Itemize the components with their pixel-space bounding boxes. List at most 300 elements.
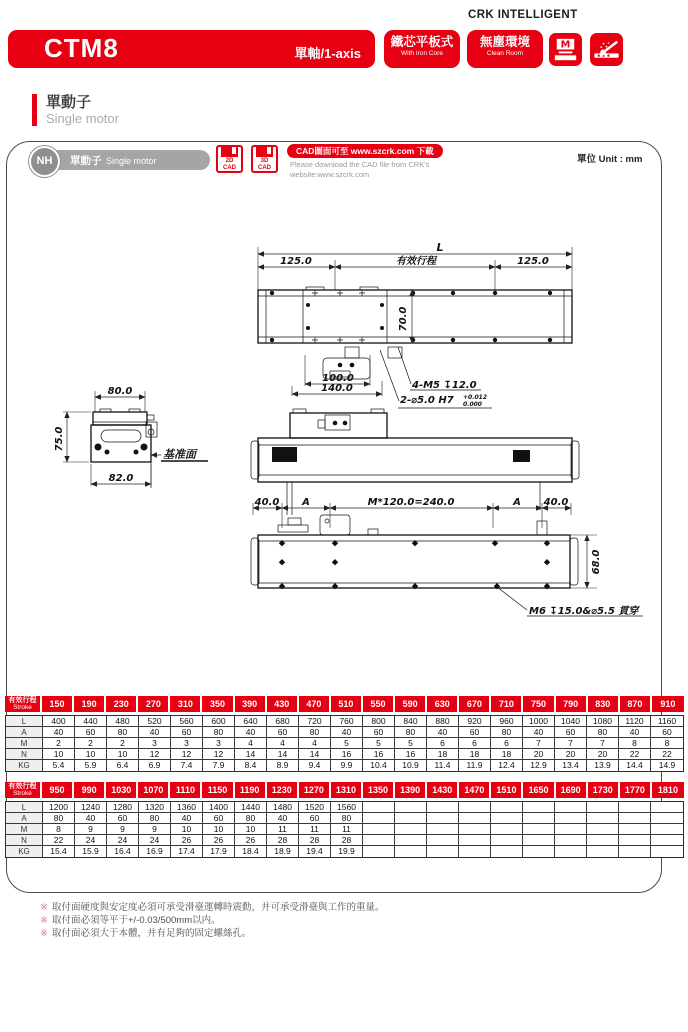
- motor-letter: M: [560, 39, 571, 51]
- dim-A-left: A: [302, 497, 310, 508]
- table-cell: 12: [139, 749, 171, 760]
- table-cell: [459, 813, 491, 824]
- table-cell: 40: [331, 727, 363, 738]
- table-cell: 1040: [555, 716, 587, 727]
- table-cell: 1080: [587, 716, 619, 727]
- stroke-header-cell: [5, 782, 42, 798]
- table-cell: 60: [363, 727, 395, 738]
- stroke-value-cell: 230: [106, 696, 138, 712]
- stroke-table-1: [5, 696, 684, 772]
- variant-tag: NH: [29, 146, 60, 177]
- cad-2d-line1: 2D: [225, 158, 234, 164]
- stroke-value-cell: 1110: [170, 782, 202, 798]
- dim-80: 80.0: [107, 386, 133, 397]
- cad-2d-line2: CAD: [223, 164, 236, 171]
- stroke-value-cell: 910: [652, 696, 684, 712]
- motor-icon: [549, 33, 582, 66]
- table-cell: 60: [107, 813, 139, 824]
- label-datum-plane: 基准面: [163, 448, 196, 461]
- variant-pill: [38, 150, 210, 170]
- table-cell: 40: [43, 727, 75, 738]
- table-cell: [459, 802, 491, 813]
- stroke-value-cell: 750: [523, 696, 555, 712]
- table-cell: 80: [395, 727, 427, 738]
- table-cell: [491, 802, 523, 813]
- stroke-value-cell: 350: [202, 696, 234, 712]
- table-cell: 960: [491, 716, 523, 727]
- stroke-value-cell: 1470: [459, 782, 491, 798]
- table-cell: [459, 846, 491, 857]
- table-cell: [651, 813, 683, 824]
- table-cell: 8: [43, 824, 75, 835]
- table-cell: 8: [619, 738, 651, 749]
- stroke-value-cell: 190: [74, 696, 106, 712]
- table-cell: 11: [299, 824, 331, 835]
- stroke-value-cell: 470: [299, 696, 331, 712]
- table-cell: 22: [651, 749, 683, 760]
- table-cell: [587, 824, 619, 835]
- table-cell: 22: [43, 835, 75, 846]
- table-cell: 8: [651, 738, 683, 749]
- table-cell: 22: [619, 749, 651, 760]
- table-cell: 10: [203, 824, 235, 835]
- table-cell: 11.9: [459, 760, 491, 771]
- table-cell: 5.4: [43, 760, 75, 771]
- dim-70: 70.0: [398, 306, 409, 332]
- stroke-value-cell: 830: [588, 696, 620, 712]
- table-cell: 40: [523, 727, 555, 738]
- dim-125-right: 125.0: [517, 256, 549, 267]
- table-cell: 60: [267, 727, 299, 738]
- table-cell: 6.4: [107, 760, 139, 771]
- stroke-value-cell: 1390: [395, 782, 427, 798]
- dim-75: 75.0: [54, 426, 65, 452]
- cad-3d-line2: CAD: [258, 164, 271, 171]
- table-cell: [491, 846, 523, 857]
- row-label-cell: KG: [6, 760, 43, 771]
- table-cell: [427, 824, 459, 835]
- cad-download-banner: CAD圖面可至 www.szcrk.com 下載: [287, 144, 443, 158]
- stroke-value-cell: 430: [267, 696, 299, 712]
- table-cell: 680: [267, 716, 299, 727]
- table-cell: 1280: [107, 802, 139, 813]
- stroke-value-cell: 1270: [299, 782, 331, 798]
- table-cell: [363, 813, 395, 824]
- dim-68: 68.0: [591, 549, 602, 575]
- table-cell: [395, 835, 427, 846]
- table-cell: 7.4: [171, 760, 203, 771]
- footnote-line: [40, 927, 384, 940]
- stroke-value-cell: 550: [363, 696, 395, 712]
- table-cell: 440: [75, 716, 107, 727]
- table-cell: 3: [171, 738, 203, 749]
- row-label-cell: KG: [6, 846, 43, 857]
- table-cell: 760: [331, 716, 363, 727]
- stroke-value-cell: 630: [427, 696, 459, 712]
- table-cell: 60: [171, 727, 203, 738]
- table-cell: [587, 846, 619, 857]
- floppy-shutter: [221, 147, 238, 157]
- row-label-cell: A: [6, 727, 43, 738]
- stroke-header-en: Stroke: [13, 790, 32, 798]
- table-cell: 1440: [235, 802, 267, 813]
- table-cell: 9.4: [299, 760, 331, 771]
- table-cell: [555, 813, 587, 824]
- footnote-mark: ※: [40, 902, 48, 913]
- table-cell: [651, 824, 683, 835]
- table-cell: 800: [363, 716, 395, 727]
- table-cell: 11: [331, 824, 363, 835]
- table-cell: 600: [203, 716, 235, 727]
- dim-40-right: 40.0: [543, 497, 569, 508]
- table-cell: 28: [267, 835, 299, 846]
- table-cell: [555, 846, 587, 857]
- table-cell: 80: [331, 813, 363, 824]
- table-cell: 920: [459, 716, 491, 727]
- table-cell: 14: [235, 749, 267, 760]
- footnote-mark: ※: [40, 915, 48, 926]
- table-cell: 400: [43, 716, 75, 727]
- stroke-value-cell: 1190: [235, 782, 267, 798]
- table-cell: 16.9: [139, 846, 171, 857]
- table-cell: 11.4: [427, 760, 459, 771]
- stroke-value-cell: 1070: [138, 782, 170, 798]
- table-cell: 15.9: [75, 846, 107, 857]
- floppy-shutter: [256, 147, 273, 157]
- table-cell: [427, 813, 459, 824]
- stroke-value-cell: 1150: [202, 782, 234, 798]
- table-cell: 7.9: [203, 760, 235, 771]
- stroke-value-cell: 870: [620, 696, 652, 712]
- label-h7-tol-upper: +0.012: [463, 394, 488, 401]
- table-cell: 26: [235, 835, 267, 846]
- footnote-text: 取付面必須等平于+/-0.03/500mm以内。: [51, 915, 221, 926]
- table-cell: 10: [75, 749, 107, 760]
- table-cell: [427, 835, 459, 846]
- table-cell: [523, 835, 555, 846]
- table-cell: 24: [75, 835, 107, 846]
- footnote-text: 取付面必須大于本體，并有足夠的固定螺絲孔。: [51, 928, 252, 939]
- table-cell: 3: [203, 738, 235, 749]
- table-cell: 1240: [75, 802, 107, 813]
- table-cell: 40: [427, 727, 459, 738]
- table-cell: [427, 846, 459, 857]
- row-label-cell: M: [6, 738, 43, 749]
- cad-note-line2: website:www.szcrk.com: [290, 169, 370, 179]
- table-cell: [395, 824, 427, 835]
- table-cell: [363, 835, 395, 846]
- table-cell: 17.4: [171, 846, 203, 857]
- table-cell: [395, 846, 427, 857]
- table-cell: 24: [107, 835, 139, 846]
- stroke-value-cell: 510: [331, 696, 363, 712]
- table-cell: [619, 824, 651, 835]
- table-cell: 5: [331, 738, 363, 749]
- stroke-value-cell: 1730: [588, 782, 620, 798]
- table-cell: 10: [235, 824, 267, 835]
- table-cell: 18.9: [267, 846, 299, 857]
- table-cell: [619, 802, 651, 813]
- unit-label: 單位 Unit : mm: [577, 154, 643, 165]
- cad-2d-icon: [216, 145, 243, 173]
- brand-logo-text: CRK INTELLIGENT: [468, 9, 578, 21]
- table-cell: 520: [139, 716, 171, 727]
- table-cell: 16: [331, 749, 363, 760]
- stroke-header-zh: 有效行程: [8, 696, 37, 704]
- stroke-value-cell: 150: [42, 696, 74, 712]
- table-cell: 640: [235, 716, 267, 727]
- stroke-value-cell: 1230: [267, 782, 299, 798]
- table-cell: 840: [395, 716, 427, 727]
- table-cell: 8.4: [235, 760, 267, 771]
- table-cell: 1160: [651, 716, 683, 727]
- table-cell: 9.9: [331, 760, 363, 771]
- table-cell: 60: [651, 727, 683, 738]
- table-cell: [363, 824, 395, 835]
- table-cell: 17.9: [203, 846, 235, 857]
- badge-iron-core: [384, 30, 460, 68]
- dim-140: 140.0: [321, 383, 353, 394]
- table-cell: 6: [459, 738, 491, 749]
- table-cell: 14: [267, 749, 299, 760]
- table-cell: [523, 824, 555, 835]
- table-cell: 1000: [523, 716, 555, 727]
- cad-download-note: [290, 160, 429, 179]
- table-cell: [619, 846, 651, 857]
- axis-label: 單軸/1-axis: [294, 46, 361, 61]
- table-cell: 20: [523, 749, 555, 760]
- row-label-cell: L: [6, 716, 43, 727]
- table-cell: 80: [235, 813, 267, 824]
- table-cell: [491, 824, 523, 835]
- technical-drawing: [0, 225, 688, 625]
- table-cell: 11: [267, 824, 299, 835]
- table-cell: 40: [267, 813, 299, 824]
- dim-40-left: 40.0: [254, 497, 280, 508]
- footnotes: [40, 901, 384, 940]
- table-cell: 1120: [619, 716, 651, 727]
- table-cell: 8.9: [267, 760, 299, 771]
- bottom-view: [251, 497, 643, 617]
- table-cell: 7: [555, 738, 587, 749]
- section-title-en: Single motor: [46, 111, 119, 126]
- model-name: CTM8: [44, 33, 119, 63]
- label-h7-tol-lower: 0.000: [463, 401, 482, 408]
- table-cell: 18: [427, 749, 459, 760]
- linear-stage-icon: [590, 33, 623, 66]
- table-cell: 80: [299, 727, 331, 738]
- table-cell: 15.4: [43, 846, 75, 857]
- table-cell: [587, 813, 619, 824]
- table-cell: 10: [43, 749, 75, 760]
- dim-m120: M*120.0=240.0: [367, 497, 455, 508]
- table-cell: 24: [139, 835, 171, 846]
- table-cell: 14: [299, 749, 331, 760]
- stroke-value-cell: 310: [170, 696, 202, 712]
- table-cell: 60: [459, 727, 491, 738]
- section-title-zh: 單動子: [46, 94, 92, 111]
- table-cell: 10: [107, 749, 139, 760]
- table-cell: 19.4: [299, 846, 331, 857]
- dim-L: L: [436, 241, 444, 254]
- footnote-mark: ※: [40, 928, 48, 939]
- stroke-header-zh: 有效行程: [8, 782, 37, 790]
- table-cell: 26: [171, 835, 203, 846]
- table-cell: 13.9: [587, 760, 619, 771]
- table-cell: 60: [299, 813, 331, 824]
- model-banner: [8, 30, 375, 68]
- table-cell: 80: [203, 727, 235, 738]
- table-cell: 5: [395, 738, 427, 749]
- table-cell: 10.4: [363, 760, 395, 771]
- stroke-value-cell: 270: [138, 696, 170, 712]
- footnote-line: [40, 901, 384, 914]
- bolt-markers: [279, 540, 550, 589]
- table-cell: 60: [203, 813, 235, 824]
- stroke-table-2-body: [5, 801, 684, 858]
- table-cell: 9: [75, 824, 107, 835]
- stroke-value-cell: 1350: [363, 782, 395, 798]
- table-cell: 480: [107, 716, 139, 727]
- table-cell: 60: [555, 727, 587, 738]
- table-cell: 9: [139, 824, 171, 835]
- table-cell: 14.9: [658, 760, 676, 770]
- row-label-cell: A: [6, 813, 43, 824]
- variant-pill-zh: 單動子: [70, 155, 102, 167]
- table-cell: 1320: [139, 802, 171, 813]
- stroke-value-cell: 1810: [652, 782, 684, 798]
- table-cell: [619, 813, 651, 824]
- table-cell: 16.4: [107, 846, 139, 857]
- table-cell: 16: [363, 749, 395, 760]
- table-cell: 4: [267, 738, 299, 749]
- row-label-cell: M: [6, 824, 43, 835]
- table-cell: 4: [299, 738, 331, 749]
- table-cell: [491, 835, 523, 846]
- table-cell: [395, 802, 427, 813]
- badge-iron-core-title: 鐵芯平板式: [390, 35, 454, 49]
- plan-view: [258, 241, 572, 408]
- stroke-value-cell: 670: [459, 696, 491, 712]
- section-title: [32, 94, 119, 126]
- table-cell: 1360: [171, 802, 203, 813]
- table-cell: 60: [75, 727, 107, 738]
- table-cell: [619, 835, 651, 846]
- row-label-cell: N: [6, 835, 43, 846]
- table-cell: [459, 824, 491, 835]
- stroke-table-2: [5, 782, 684, 858]
- table-cell: 6: [427, 738, 459, 749]
- table-cell: 10: [171, 824, 203, 835]
- table-cell: 1480: [267, 802, 299, 813]
- table-cell: [523, 846, 555, 857]
- table-cell: 20: [555, 749, 587, 760]
- row-label-cell: L: [6, 802, 43, 813]
- table-cell: 5.9: [75, 760, 107, 771]
- table-cell: 2: [43, 738, 75, 749]
- table-cell: 18: [491, 749, 523, 760]
- stroke-value-cell: 950: [42, 782, 74, 798]
- table-cell: [555, 802, 587, 813]
- label-2-d5-h7: 2-⌀5.0 H7: [400, 395, 454, 406]
- table-cell: 20: [587, 749, 619, 760]
- table-cell: 1520: [299, 802, 331, 813]
- footnote-line: [40, 914, 384, 927]
- table-cell: 18: [459, 749, 491, 760]
- stroke-value-cell: 710: [491, 696, 523, 712]
- variant-pill-en: Single motor: [105, 156, 157, 166]
- table-cell: 14.4: [619, 760, 651, 771]
- table-cell: 40: [75, 813, 107, 824]
- table-cell: [395, 813, 427, 824]
- stroke-table-2-header: [5, 782, 684, 798]
- table-cell: [587, 802, 619, 813]
- table-cell: 720: [299, 716, 331, 727]
- table-cell: 7: [523, 738, 555, 749]
- table-cell: [555, 824, 587, 835]
- table-cell: 4: [235, 738, 267, 749]
- table-cell: [587, 835, 619, 846]
- cad-note-line1: Please download the CAD file from CRK's: [290, 160, 430, 169]
- table-cell: [651, 835, 683, 846]
- table-cell: 560: [171, 716, 203, 727]
- table-cell: 40: [619, 727, 651, 738]
- table-cell: 28: [299, 835, 331, 846]
- dim-100: 100.0: [322, 373, 354, 384]
- table-cell: 880: [427, 716, 459, 727]
- table-cell: 3: [139, 738, 171, 749]
- table-cell: 12: [203, 749, 235, 760]
- table-cell: [491, 813, 523, 824]
- badge-clean-room: [467, 30, 543, 68]
- table-cell: [555, 835, 587, 846]
- row-label-cell: N: [6, 749, 43, 760]
- badge-clean-room-subtitle: Clean Room: [486, 50, 524, 57]
- table-cell: 12: [171, 749, 203, 760]
- stroke-value-cell: 990: [74, 782, 106, 798]
- table-cell: [459, 835, 491, 846]
- stroke-value-cell: 1650: [523, 782, 555, 798]
- stroke-header-en: Stroke: [13, 704, 32, 712]
- stroke-value-cell: 1770: [620, 782, 652, 798]
- stroke-value-cell: 1430: [427, 782, 459, 798]
- table-cell: 9: [107, 824, 139, 835]
- table-cell: 80: [43, 813, 75, 824]
- table-cell: 80: [107, 727, 139, 738]
- stroke-value-cell: 1690: [556, 782, 588, 798]
- table-cell: 26: [203, 835, 235, 846]
- table-cell: [651, 802, 683, 813]
- table-cell: [523, 802, 555, 813]
- table-cell: 19.9: [331, 846, 363, 857]
- label-m6-through: M6 ↧15.0&⌀5.5 貫穿: [529, 606, 639, 617]
- table-cell: 13.4: [555, 760, 587, 771]
- stroke-table-1-header: [5, 696, 684, 712]
- table-cell: 5: [363, 738, 395, 749]
- table-cell: 1560: [331, 802, 363, 813]
- footnote-text: 取付面硬度與安定度必須可承受滑臺運轉時震動，并可承受滑臺與工作的重量。: [51, 902, 385, 913]
- dim-effective-stroke: 有效行程: [396, 256, 436, 267]
- table-cell: 16: [395, 749, 427, 760]
- table-cell: 40: [171, 813, 203, 824]
- badge-clean-room-title: 無塵環境: [479, 35, 530, 49]
- table-cell: 40: [235, 727, 267, 738]
- table-cell: [427, 802, 459, 813]
- stroke-value-cell: 1510: [491, 782, 523, 798]
- table-cell: 80: [491, 727, 523, 738]
- badge-iron-core-subtitle: With Iron Core: [401, 50, 443, 57]
- table-cell: 10.9: [395, 760, 427, 771]
